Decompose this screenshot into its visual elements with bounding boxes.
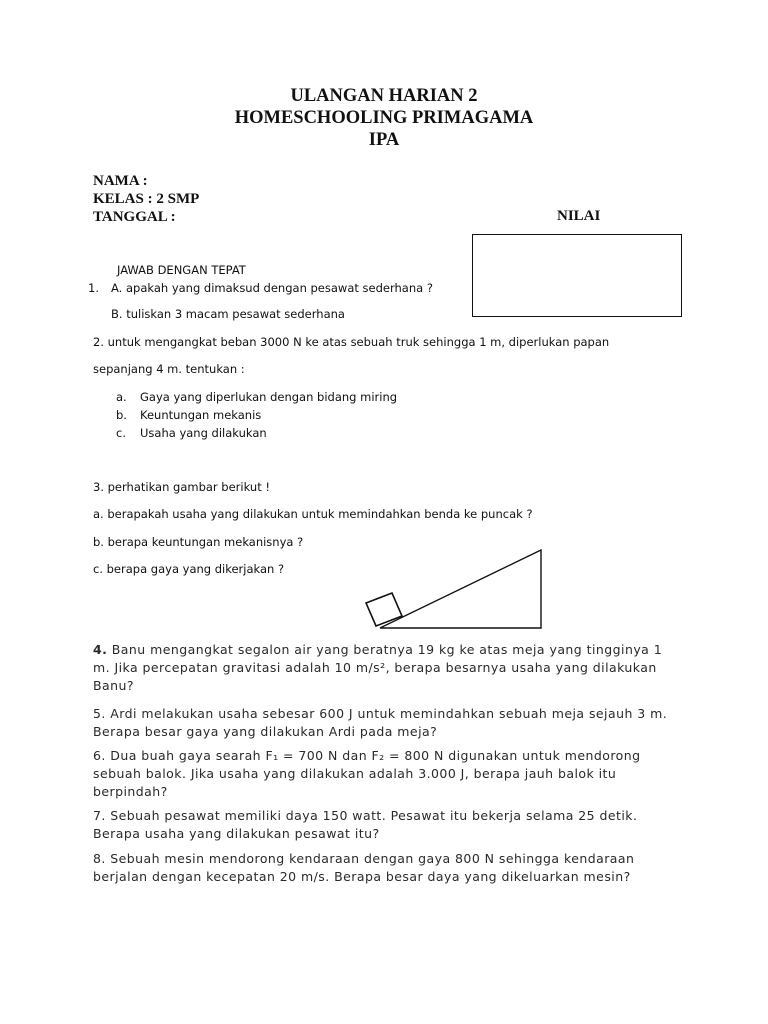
q8-paragraph: 8. Sebuah mesin mendorong kendaraan dengan gaya 800 N sehingga kendaraan berjalan dengan kecepatan 20 m/s. Berapa besar daya yang dikeluarkan mesin?: [93, 851, 635, 884]
inclined-plane-triangle: [380, 550, 541, 628]
q3-part-b: b. berapa keuntungan mekanisnya ?: [93, 535, 304, 549]
title-line-2: HOMESCHOOLING PRIMAGAMA: [234, 108, 534, 128]
q5-paragraph: 5. Ardi melakukan usaha sebesar 600 J untuk memindahkan sebuah meja sejauh 3 m. Berapa besar gaya yang dilakukan Ardi pada meja?: [93, 706, 668, 739]
block-on-slope: [366, 593, 402, 626]
q2-line-1: 2. untuk mengangkat beban 3000 N ke atas sebuah truk sehingga 1 m, diperlukan papan: [93, 335, 610, 349]
q2-item-marker: a.: [116, 390, 127, 404]
title-line-3: IPA: [368, 130, 400, 150]
kelas-label: KELAS : 2 SMP: [93, 191, 200, 207]
nama-label: NAMA :: [93, 173, 148, 189]
q3-intro: 3. perhatikan gambar berikut !: [93, 480, 270, 494]
q2-item-marker: c.: [116, 426, 126, 440]
q2-item-text: Keuntungan mekanis: [140, 408, 262, 422]
q6-paragraph: 6. Dua buah gaya searah F₁ = 700 N dan F₂ = 800 N digunakan untuk mendorong sebuah balok. Jika usaha yang dilakukan adalah 3.000 J, berapa jauh balok itu berpindah?: [93, 748, 641, 799]
tanggal-label: TANGGAL :: [93, 209, 176, 225]
nilai-box: [472, 234, 682, 317]
q2-item-text: Gaya yang diperlukan dengan bidang miring: [140, 390, 398, 404]
nilai-label: NILAI: [557, 208, 601, 224]
q2-item-text: Usaha yang dilakukan: [140, 426, 267, 440]
q7-paragraph: 7. Sebuah pesawat memiliki daya 150 watt. Pesawat itu bekerja selama 25 detik. Berapa usaha yang dilakukan pesawat itu?: [93, 808, 638, 841]
inclined-plane-figure: [360, 548, 560, 638]
q4-text: Banu mengangkat segalon air yang beratnya 19 kg ke atas meja yang tingginya 1 m. Jika percepatan gravitasi adalah 10 m/s², berapa besarnya usaha yang dilakukan Banu?: [93, 642, 663, 693]
instruction: JAWAB DENGAN TEPAT: [117, 263, 246, 277]
q1-part-b: B. tuliskan 3 macam pesawat sederhana: [111, 307, 345, 321]
q3-part-a: a. berapakah usaha yang dilakukan untuk memindahkan benda ke puncak ?: [93, 507, 533, 521]
q1-part-a: A. apakah yang dimaksud dengan pesawat sederhana ?: [111, 281, 433, 295]
q4-number: 4.: [93, 642, 108, 657]
title-line-1: ULANGAN HARIAN 2: [290, 86, 478, 106]
q3-part-c: c. berapa gaya yang dikerjakan ?: [93, 562, 285, 576]
q2-line-2: sepanjang 4 m. tentukan :: [93, 362, 245, 376]
q1-number: 1.: [88, 281, 99, 295]
q2-item-marker: b.: [116, 408, 127, 422]
q4-paragraph: [93, 641, 683, 695]
